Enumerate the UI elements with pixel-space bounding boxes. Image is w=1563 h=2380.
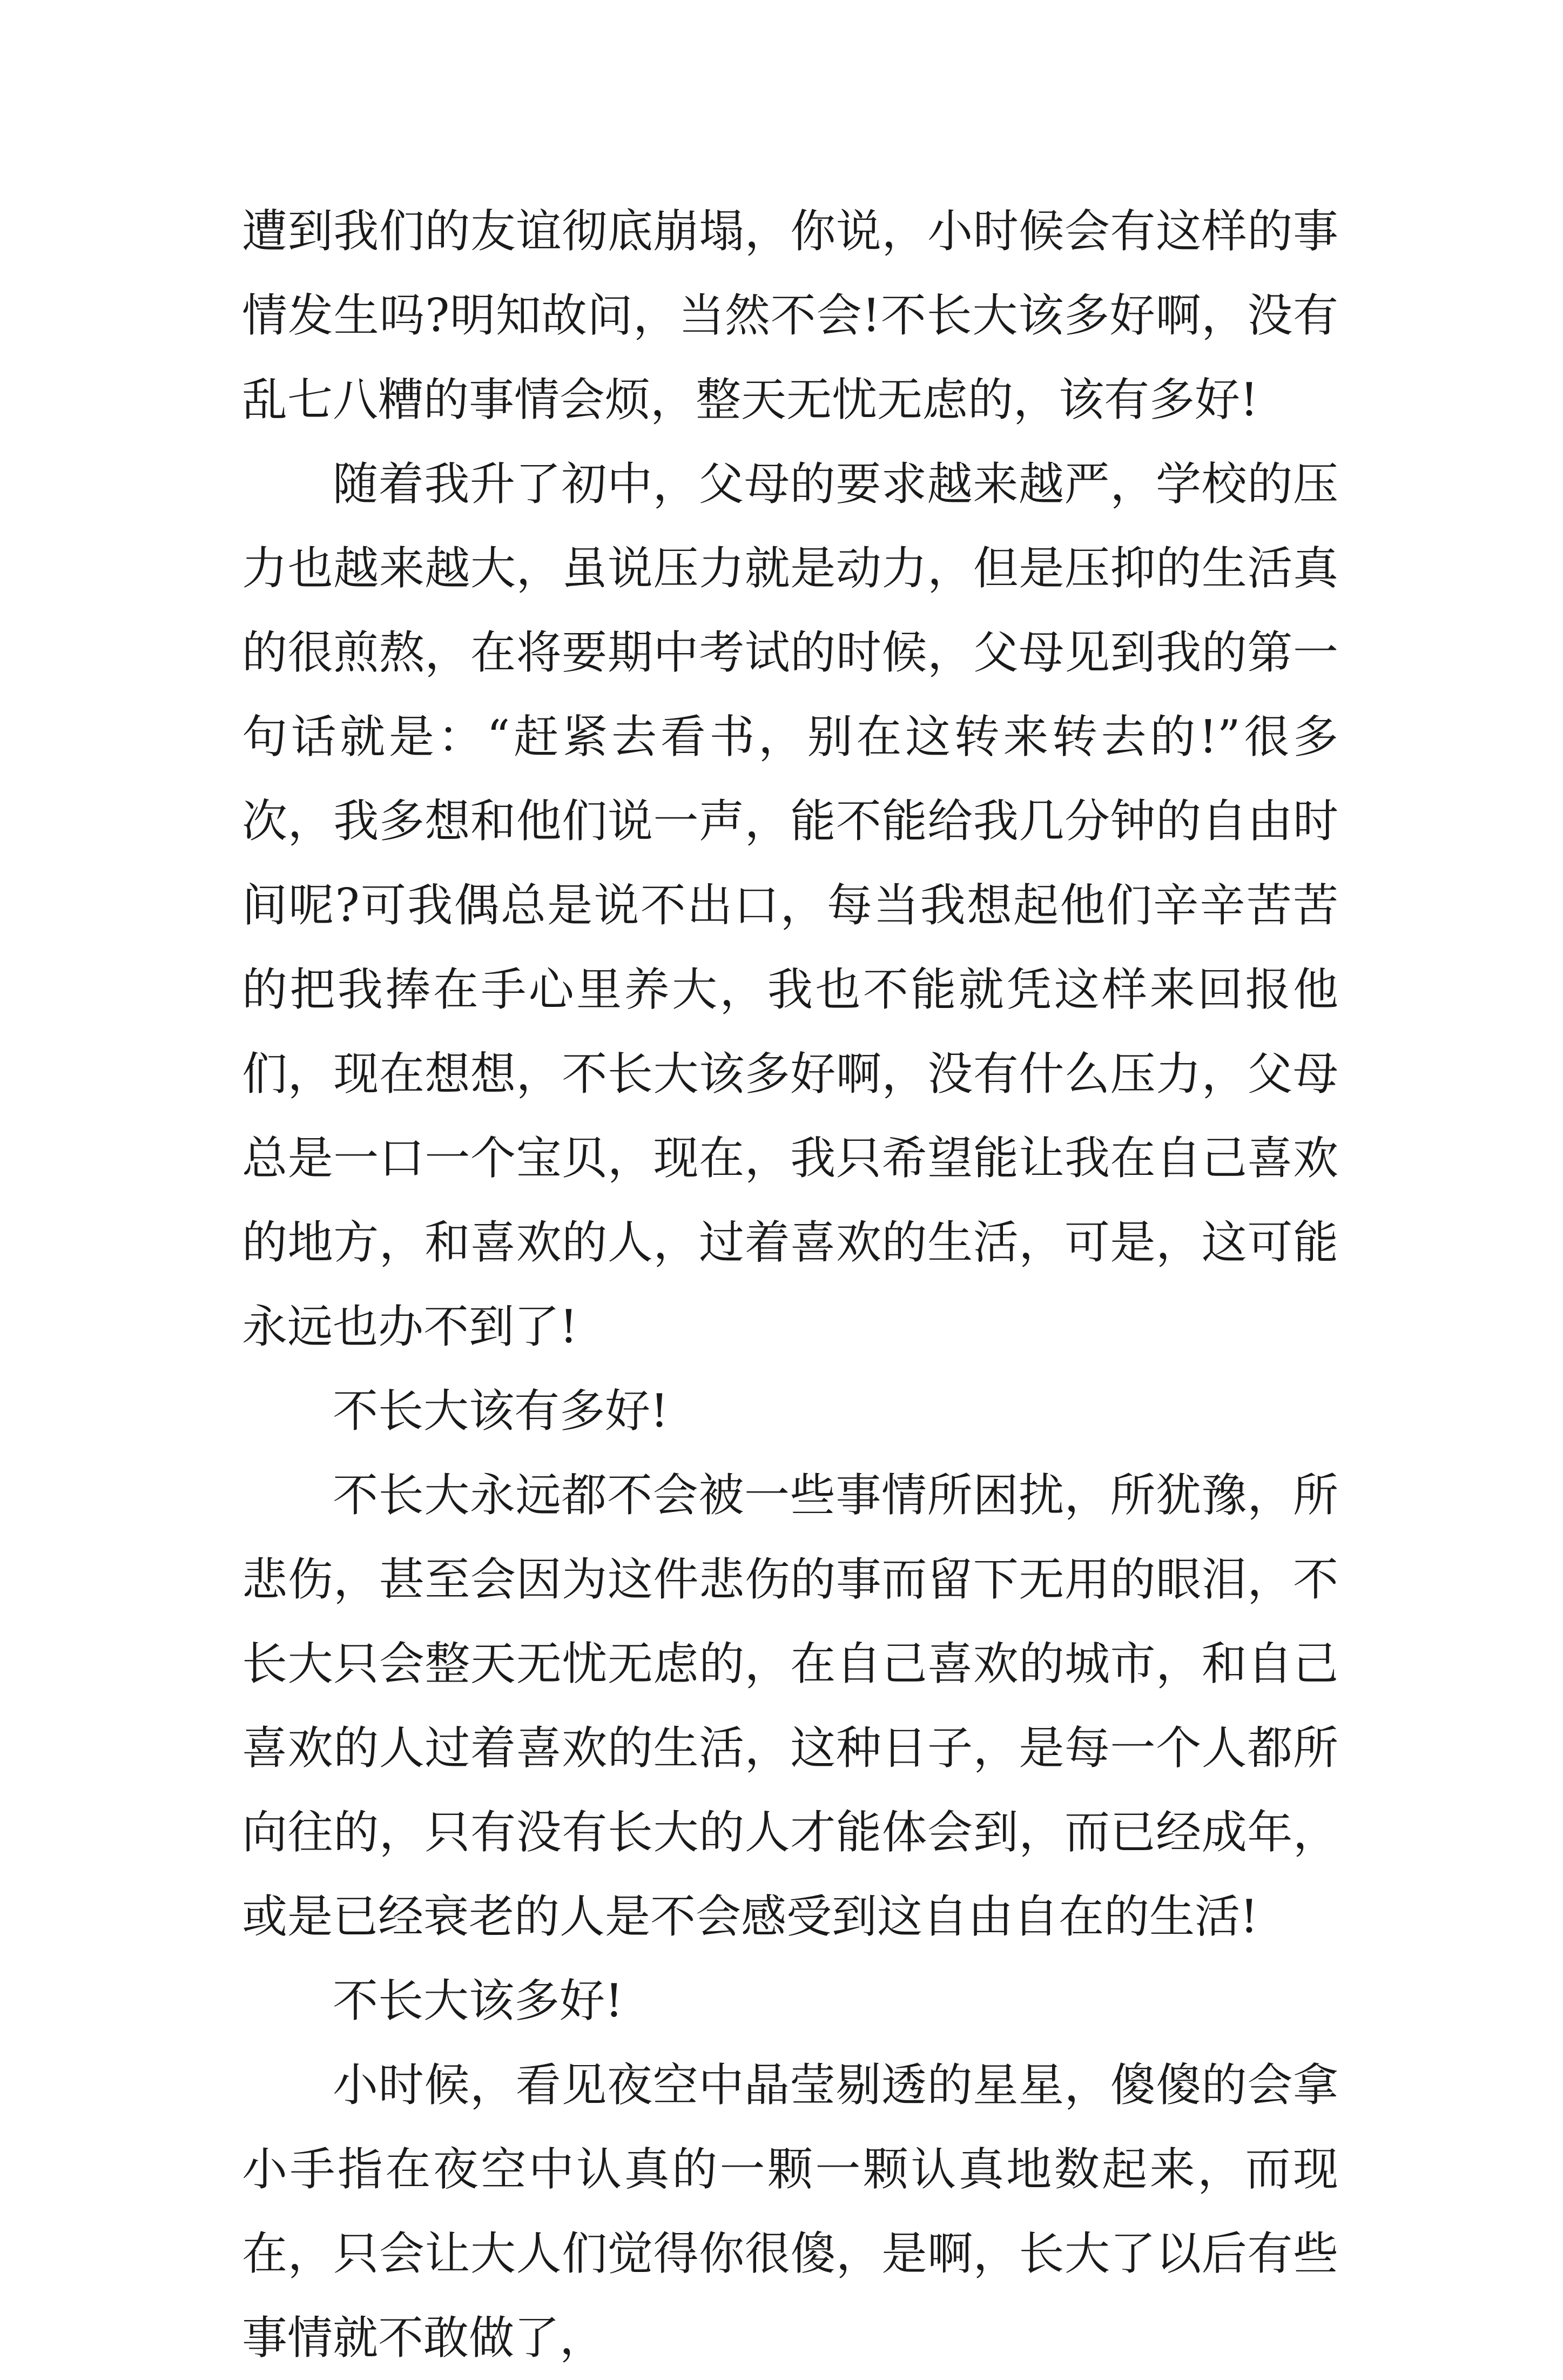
paragraph-6: 小时候，看见夜空中晶莹剔透的星星，傻傻的会拿小手指在夜空中认真的一颗一颗认真地数起来，而现在，只会让大人们觉得你很傻，是啊，长大了以后有些事情就不敢做了， [242,2059,1338,2364]
paragraph-3: 不长大该有多好! [333,1384,669,1437]
paragraph-5: 不长大该多好! [333,1974,623,2027]
paragraph-4: 不长大永远都不会被一些事情所困扰，所犹豫，所悲伤，甚至会因为这件悲伤的事而留下无用的眼泪，不长大只会整天无忧无虑的，在自己喜欢的城市，和自己喜欢的人过着喜欢的生活，这种日子，是每一个人都所向往的，只有没有长大的人才能体会到，而已经成年，或是已经衰老的人是不会感受到这自由自在的生活! [242,1469,1338,1943]
document-body [242,189,1338,2380]
paragraph-2: 随着我升了初中，父母的要求越来越严，学校的压力也越来越大，虽说压力就是动力，但是压抑的生活真的很煎熬，在将要期中考试的时候，父母见到我的第一句话就是：“赶紧去看书，别在这转来转去的!”很多次，我多想和他们说一声，能不能给我几分钟的自由时间呢?可我偶总是说不出口，每当我想起他们辛辛苦苦的把我捧在手心里养大，我也不能就凭这样来回报他们，现在想想，不长大该多好啊，没有什么压力，父母总是一口一个宝贝，现在，我只希望能让我在自己喜欢的地方，和喜欢的人，过着喜欢的生活，可是，这可能永远也办不到了! [242,458,1338,1353]
paragraph-1: 遭到我们的友谊彻底崩塌，你说，小时候会有这样的事情发生吗?明知故问，当然不会!不长大该多好啊，没有乱七八糟的事情会烦，整天无忧无虑的，该有多好! [242,205,1338,426]
